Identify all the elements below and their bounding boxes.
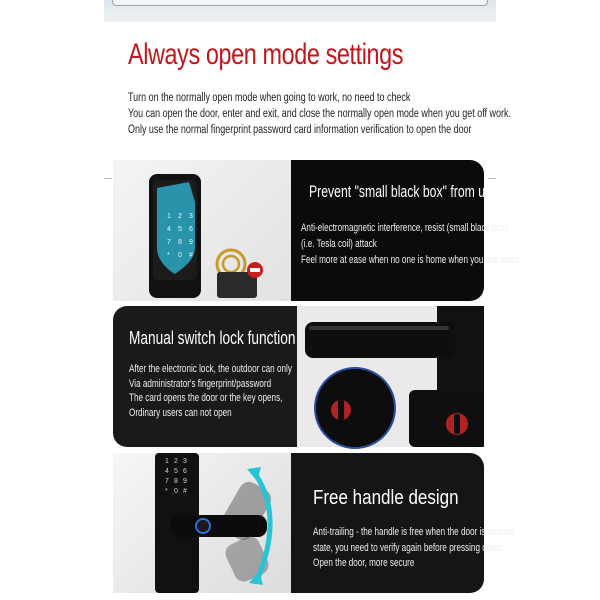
intro-line: Turn on the normally open mode when going to work, no need to check <box>128 92 411 104</box>
panel-title: Prevent "small black box" from unlocking <box>309 182 530 201</box>
panel-line: (i.e. Tesla coil) attack <box>301 238 377 250</box>
page-title: Always open mode settings <box>128 38 404 71</box>
keypad-key: 7 <box>167 239 171 246</box>
panel-manual-lock <box>113 306 484 447</box>
panel-description <box>129 362 292 420</box>
keypad-key: 3 <box>189 213 193 220</box>
panel-line: Via administrator's fingerprint/password <box>129 377 272 390</box>
panel-line: Anti-electromagnetic interference, resist (small black box) <box>301 222 508 234</box>
panel-free-handle <box>113 453 515 593</box>
panel-title: Free handle design <box>313 487 459 509</box>
top-image-strip <box>104 0 496 22</box>
keypad-key: 0 <box>174 488 178 495</box>
panel-line: Ordinary users can not open <box>129 406 232 419</box>
keypad-key: 9 <box>183 478 187 485</box>
keypad-key: # <box>183 488 187 495</box>
keypad-key: * <box>165 488 168 495</box>
keypad-key: 2 <box>174 458 178 465</box>
panel-description <box>301 220 520 268</box>
intro-line: You can open the door, enter and exit, and close the normally open mode when you get off work. <box>128 108 511 120</box>
keypad-key: 8 <box>174 478 178 485</box>
keypad-key: 2 <box>178 213 182 220</box>
keypad-key: # <box>189 252 193 259</box>
manual-lock-illustration <box>297 306 484 447</box>
divider-left <box>104 178 112 179</box>
keypad-key: 5 <box>178 226 182 233</box>
lock-keypad-illustration <box>113 160 291 301</box>
panel-line: state, you need to verify again before pressing down <box>313 541 502 554</box>
panel-line: Anti-trailing - the handle is free when the door is opened <box>313 526 515 538</box>
intro-text <box>128 90 511 138</box>
panel-line: The card opens the door or the key opens, <box>129 392 283 404</box>
keypad-key: * <box>167 252 170 259</box>
intro-line: Only use the normal fingerprint password card information verification to open the door <box>128 124 472 136</box>
keypad-key: 0 <box>178 252 182 259</box>
panel-title: Manual switch lock function <box>129 328 296 348</box>
keypad-key: 8 <box>178 239 182 246</box>
keypad-key: 1 <box>167 213 171 220</box>
panel-line: Feel more at ease when no one is home when you are away. <box>301 254 521 266</box>
keypad-key: 4 <box>167 226 171 233</box>
top-frame <box>112 0 488 6</box>
keypad-key: 6 <box>189 226 193 233</box>
free-handle-illustration <box>113 453 291 593</box>
keypad-key: 3 <box>183 458 187 465</box>
panel-line: Open the door, more secure <box>313 557 415 569</box>
keypad-key: 9 <box>189 239 193 246</box>
panel-line: After the electronic lock, the outdoor can only <box>129 363 292 375</box>
keypad-key: 7 <box>165 478 169 485</box>
keypad-key: 5 <box>174 468 178 475</box>
panel-description <box>313 525 515 572</box>
panel-black-box <box>113 160 530 301</box>
keypad-key: 4 <box>165 468 169 475</box>
divider-right <box>488 178 496 179</box>
keypad-key: 6 <box>183 468 187 475</box>
keypad-key: 1 <box>165 458 169 465</box>
